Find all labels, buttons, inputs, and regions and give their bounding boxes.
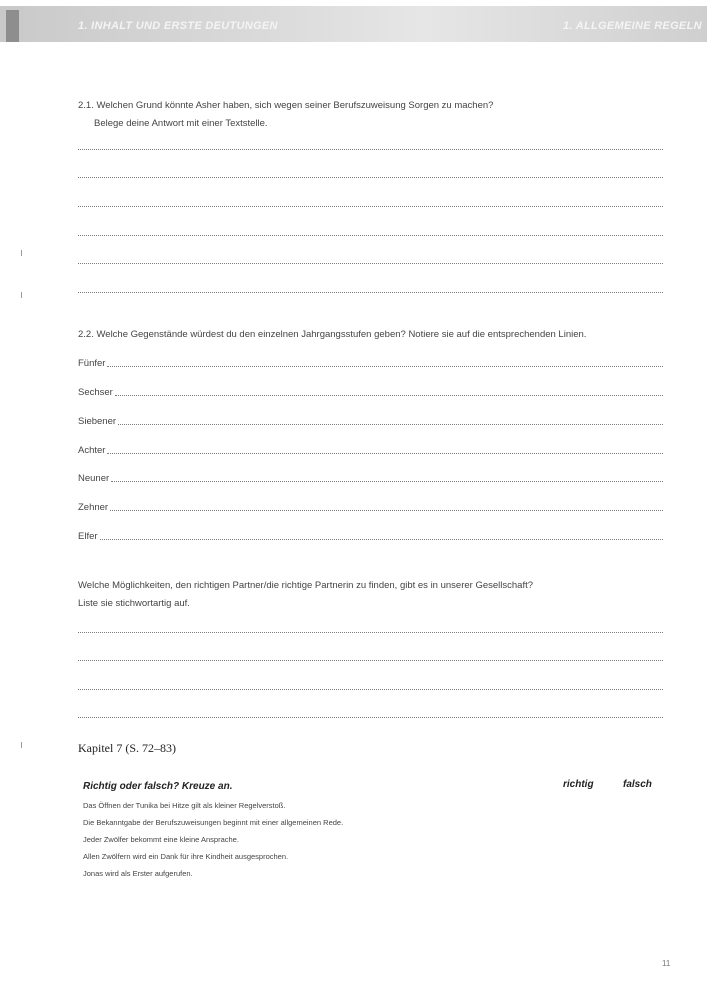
answer-fill-line[interactable] xyxy=(118,424,663,425)
statement-item: Allen Zwölfern wird ein Dank für ihre Kindheit ausgesprochen. xyxy=(83,852,289,861)
grade-answer-row[interactable] xyxy=(78,528,663,542)
grade-label: Sechser xyxy=(78,387,113,398)
chapter-heading: Kapitel 7 (S. 72–83) xyxy=(78,741,176,755)
answer-line[interactable] xyxy=(78,177,663,178)
answer-line[interactable] xyxy=(78,292,663,293)
grade-label: Elfer xyxy=(78,531,98,542)
answer-line[interactable] xyxy=(78,235,663,236)
grade-answer-row[interactable] xyxy=(78,355,663,369)
header-section-right: 1. ALLGEMEINE REGELN xyxy=(563,20,702,32)
question-2-1-text: 2.1. Welchen Grund könnte Asher haben, sich wegen seiner Berufszuweisung Sorgen zu machen? xyxy=(78,100,494,111)
statement-item: Die Bekanntgabe der Berufszuweisungen beginnt mit einer allgemeinen Rede. xyxy=(83,818,344,827)
margin-mark xyxy=(21,742,22,748)
true-false-title: Richtig oder falsch? Kreuze an. xyxy=(83,781,233,792)
page-number: 11 xyxy=(662,959,671,968)
answer-fill-line[interactable] xyxy=(111,481,663,482)
grade-label: Siebener xyxy=(78,416,117,427)
question-2-2-text: 2.2. Welche Gegenstände würdest du den einzelnen Jahrgangsstufen geben? Notiere sie auf die entsprechenden Linien. xyxy=(78,329,587,340)
statement-item: Das Öffnen der Tunika bei Hitze gilt als kleiner Regelverstoß. xyxy=(83,801,286,810)
grade-answer-row[interactable] xyxy=(78,384,663,398)
answer-line[interactable] xyxy=(78,263,663,264)
question-2-1-subtext: Belege deine Antwort mit einer Textstelle. xyxy=(94,118,268,129)
grade-answer-row[interactable] xyxy=(78,413,663,427)
answer-line[interactable] xyxy=(78,717,663,718)
margin-mark xyxy=(21,292,22,298)
header-section-left: 1. INHALT UND ERSTE DEUTUNGEN xyxy=(78,20,278,32)
answer-fill-line[interactable] xyxy=(110,510,663,511)
page-header-band xyxy=(0,6,707,42)
header-tab-marker xyxy=(6,10,19,42)
answer-fill-line[interactable] xyxy=(100,539,663,540)
grade-answer-row[interactable] xyxy=(78,499,663,513)
statement-item: Jonas wird als Erster aufgerufen. xyxy=(83,869,193,878)
grade-label: Fünfer xyxy=(78,358,106,369)
answer-line[interactable] xyxy=(78,206,663,207)
grade-answer-row[interactable] xyxy=(78,442,663,456)
grade-label: Neuner xyxy=(78,473,110,484)
answer-fill-line[interactable] xyxy=(115,395,663,396)
margin-mark xyxy=(21,250,22,256)
answer-line[interactable] xyxy=(78,689,663,690)
grade-label: Zehner xyxy=(78,502,109,513)
question-3-subtext: Liste sie stichwortartig auf. xyxy=(78,598,190,609)
column-header-false: falsch xyxy=(623,779,652,790)
grade-answer-row[interactable] xyxy=(78,470,663,484)
grade-label: Achter xyxy=(78,445,106,456)
answer-line[interactable] xyxy=(78,632,663,633)
answer-line[interactable] xyxy=(78,660,663,661)
statement-item: Jeder Zwölfer bekommt eine kleine Ansprache. xyxy=(83,835,239,844)
question-3-text: Welche Möglichkeiten, den richtigen Partner/die richtige Partnerin zu finden, gibt es in unserer Gesellschaft? xyxy=(78,580,534,591)
column-header-true: richtig xyxy=(563,779,594,790)
answer-fill-line[interactable] xyxy=(107,453,663,454)
answer-fill-line[interactable] xyxy=(107,366,663,367)
answer-line[interactable] xyxy=(78,149,663,150)
